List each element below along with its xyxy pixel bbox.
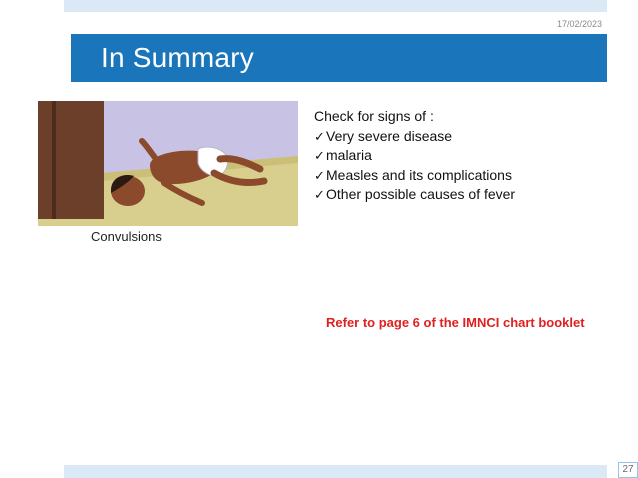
slide-date: 17/02/2023 (556, 19, 602, 29)
checklist-heading: Check for signs of : (314, 108, 434, 124)
list-item (314, 185, 515, 205)
illustration-door (38, 101, 104, 219)
illustration-caption: Convulsions (91, 229, 162, 244)
list-item (314, 127, 515, 147)
check-mark-icon: ✓ (314, 128, 325, 144)
page-number: 27 (618, 462, 638, 478)
convulsions-illustration (38, 101, 298, 226)
list-item (314, 166, 515, 186)
signs-checklist (314, 107, 515, 205)
checklist-item-label: Other possible causes of fever (326, 186, 516, 202)
list-item (314, 146, 515, 166)
checklist-item-label: malaria (326, 147, 372, 163)
slide-title: In Summary (101, 42, 254, 73)
checklist-item-label: Very severe disease (326, 127, 453, 144)
check-mark-icon: ✓ (314, 148, 325, 163)
checklist-items (314, 127, 515, 205)
check-mark-icon: ✓ (314, 187, 325, 202)
bottom-accent-bar (64, 465, 607, 478)
reference-note: Refer to page 6 of the IMNCI chart booklet (326, 315, 585, 330)
checklist-item-label: Measles and its complications (326, 166, 512, 183)
top-accent-bar (64, 0, 607, 12)
check-mark-icon: ✓ (314, 167, 325, 183)
illustration-door-frame (52, 101, 56, 219)
